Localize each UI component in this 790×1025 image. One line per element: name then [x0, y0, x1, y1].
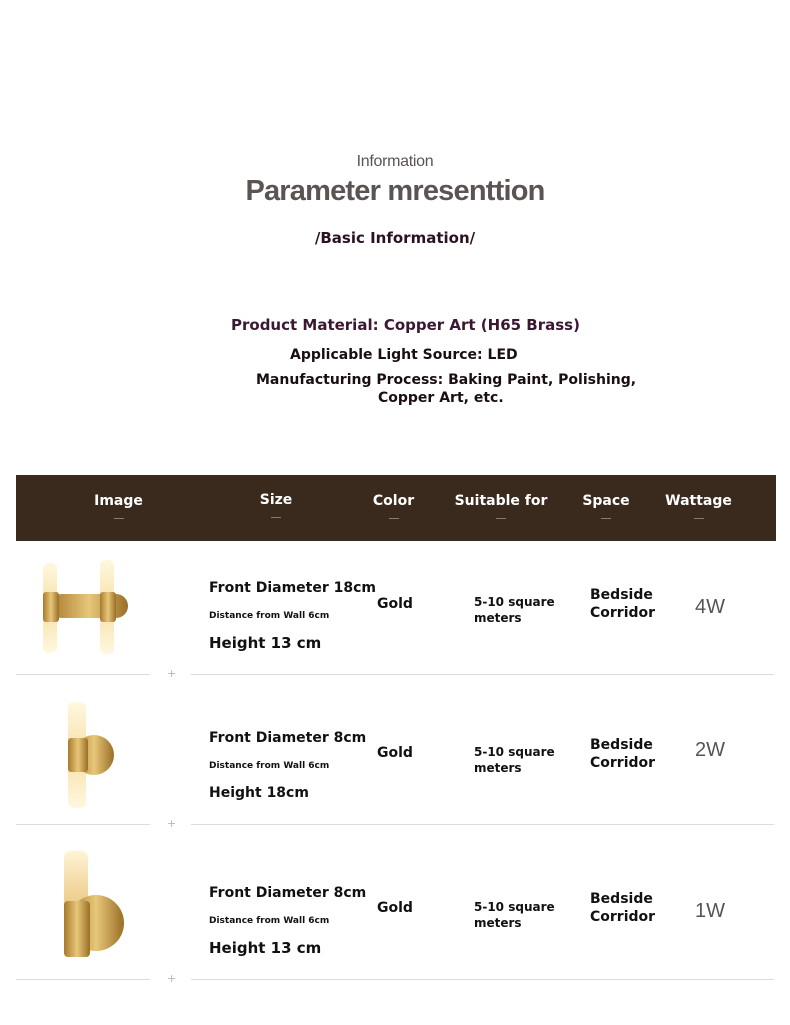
wattage-value: 1W	[695, 900, 725, 922]
size-diameter: Front Diameter 18cm	[209, 580, 377, 596]
color-value: Gold	[377, 596, 413, 612]
size-height: Height 13 cm	[209, 634, 322, 652]
row-divider	[16, 979, 150, 980]
plus-icon: +	[167, 667, 177, 680]
section-subtitle: Information	[356, 153, 434, 170]
row-divider	[191, 824, 774, 825]
size-distance: Distance from Wall 6cm	[209, 916, 330, 926]
space-value: Bedside Corridor	[590, 737, 656, 771]
page-title: Parameter mresenttion	[245, 175, 545, 207]
size-diameter: Front Diameter 8cm	[209, 885, 367, 901]
header-wattage: Wattage	[656, 493, 741, 519]
header-image: Image	[76, 493, 161, 519]
size-diameter: Front Diameter 8cm	[209, 730, 367, 746]
color-value: Gold	[377, 900, 413, 916]
plus-icon: +	[167, 817, 177, 830]
header-suitable-for: Suitable for	[451, 493, 551, 519]
double-tube-wall-lamp-icon	[38, 558, 136, 658]
header-color: Color	[361, 493, 426, 519]
size-distance: Distance from Wall 6cm	[209, 611, 330, 621]
table-row	[0, 540, 790, 690]
space-value: Bedside Corridor	[590, 891, 656, 925]
single-tube-wall-lamp-icon	[60, 849, 128, 961]
table-header	[16, 475, 776, 541]
wattage-value: 2W	[695, 739, 725, 761]
suitable-for-value: 5-10 square meters	[474, 745, 555, 775]
manufacturing-process-cont: Copper Art, etc.	[378, 390, 504, 406]
section-heading: /Basic Information/	[314, 229, 476, 247]
row-divider	[16, 824, 150, 825]
plus-icon: +	[167, 972, 177, 985]
suitable-for-value: 5-10 square meters	[474, 900, 555, 930]
header-space: Space	[576, 493, 636, 519]
color-value: Gold	[377, 745, 413, 761]
size-height: Height 18cm	[209, 785, 309, 801]
header-size: Size	[236, 492, 316, 518]
suitable-for-value: 5-10 square meters	[474, 595, 555, 625]
row-divider	[191, 979, 774, 980]
manufacturing-process: Manufacturing Process: Baking Paint, Polishing,	[256, 372, 637, 388]
light-source: Applicable Light Source: LED	[290, 347, 518, 363]
row-divider	[16, 674, 150, 675]
space-value: Bedside Corridor	[590, 587, 656, 621]
wattage-value: 4W	[695, 596, 725, 618]
product-material: Product Material: Copper Art (H65 Brass)	[231, 316, 580, 334]
row-divider	[191, 674, 774, 675]
size-height: Height 13 cm	[209, 939, 322, 957]
table-row	[0, 845, 790, 995]
table-row	[0, 690, 790, 840]
up-down-tube-wall-lamp-icon	[62, 700, 118, 812]
size-distance: Distance from Wall 6cm	[209, 761, 330, 771]
